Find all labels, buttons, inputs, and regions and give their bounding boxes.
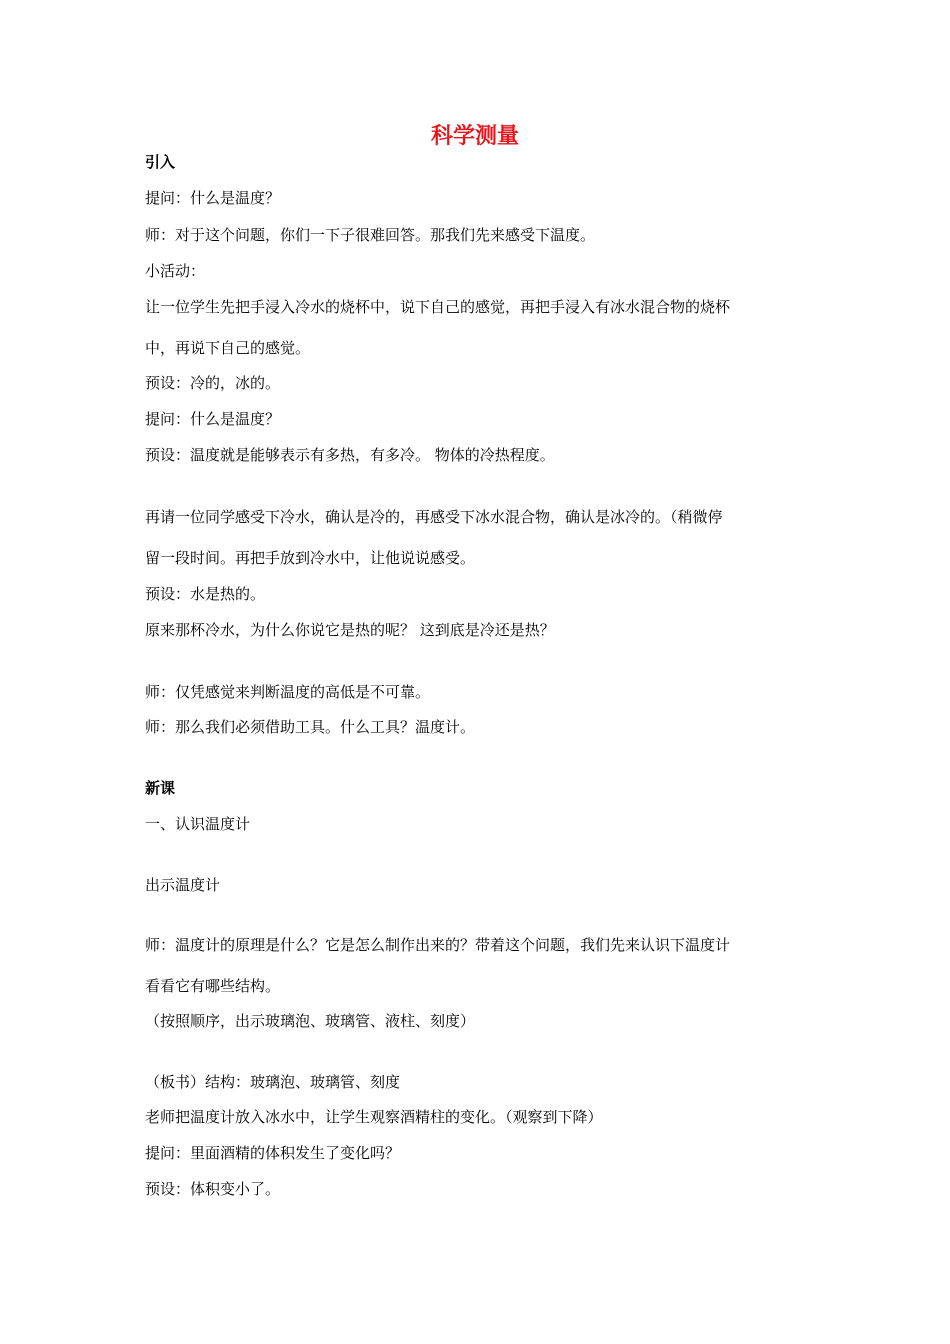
- paragraph-line: 中，再说下自己的感觉。: [145, 339, 311, 357]
- paragraph-line: 师：温度计的原理是什么？它是怎么制作出来的？带着这个问题，我们先来认识下温度计: [145, 936, 731, 954]
- paragraph-line: 再请一位同学感受下冷水，确认是冷的，再感受下冰水混合物，确认是冰冷的。（稍微停: [145, 508, 723, 526]
- paragraph-line: 让一位学生先把手浸入冷水的烧杯中，说下自己的感觉，再把手浸入有冰水混合物的烧杯: [145, 298, 731, 316]
- paragraph-line: 提问：里面酒精的体积发生了变化吗？: [145, 1144, 401, 1162]
- paragraph-line: 提问：什么是温度？: [145, 189, 281, 207]
- paragraph-line: 预设：温度就是能够表示有多热，有多冷。 物体的冷热程度。: [145, 446, 555, 464]
- paragraph-line: 预设：冷的，冰的。: [145, 374, 281, 392]
- paragraph-line: （按照顺序，出示玻璃泡、玻璃管、液柱、刻度）: [145, 1012, 476, 1030]
- document-title: 科学测量: [430, 124, 519, 149]
- section-heading-intro: 引入: [145, 153, 176, 171]
- paragraph-line: （板书）结构：玻璃泡、玻璃管、刻度: [145, 1073, 401, 1091]
- subsection-heading: 一、认识温度计: [145, 815, 251, 833]
- paragraph-line: 提问：什么是温度？: [145, 410, 281, 428]
- paragraph-line: 看看它有哪些结构。: [145, 977, 281, 995]
- section-heading-new-lesson: 新课: [145, 779, 176, 797]
- paragraph-line: 小活动：: [145, 262, 206, 280]
- paragraph-line: 师：仅凭感觉来判断温度的高低是不可靠。: [145, 683, 431, 701]
- paragraph-line: 老师把温度计放入冰水中，让学生观察酒精柱的变化。（观察到下降）: [145, 1108, 603, 1126]
- paragraph-line: 出示温度计: [145, 876, 221, 894]
- paragraph-line: 师：对于这个问题，你们一下子很难回答。那我们先来感受下温度。: [145, 226, 596, 244]
- paragraph-line: 师：那么我们必须借助工具。什么工具？温度计。: [145, 718, 476, 736]
- paragraph-line: 原来那杯冷水，为什么你说它是热的呢？ 这到底是冷还是热？: [145, 621, 555, 639]
- paragraph-line: 预设：体积变小了。: [145, 1180, 281, 1198]
- paragraph-line: 留一段时间。再把手放到冷水中，让他说说感受。: [145, 549, 476, 567]
- paragraph-line: 预设：水是热的。: [145, 585, 266, 603]
